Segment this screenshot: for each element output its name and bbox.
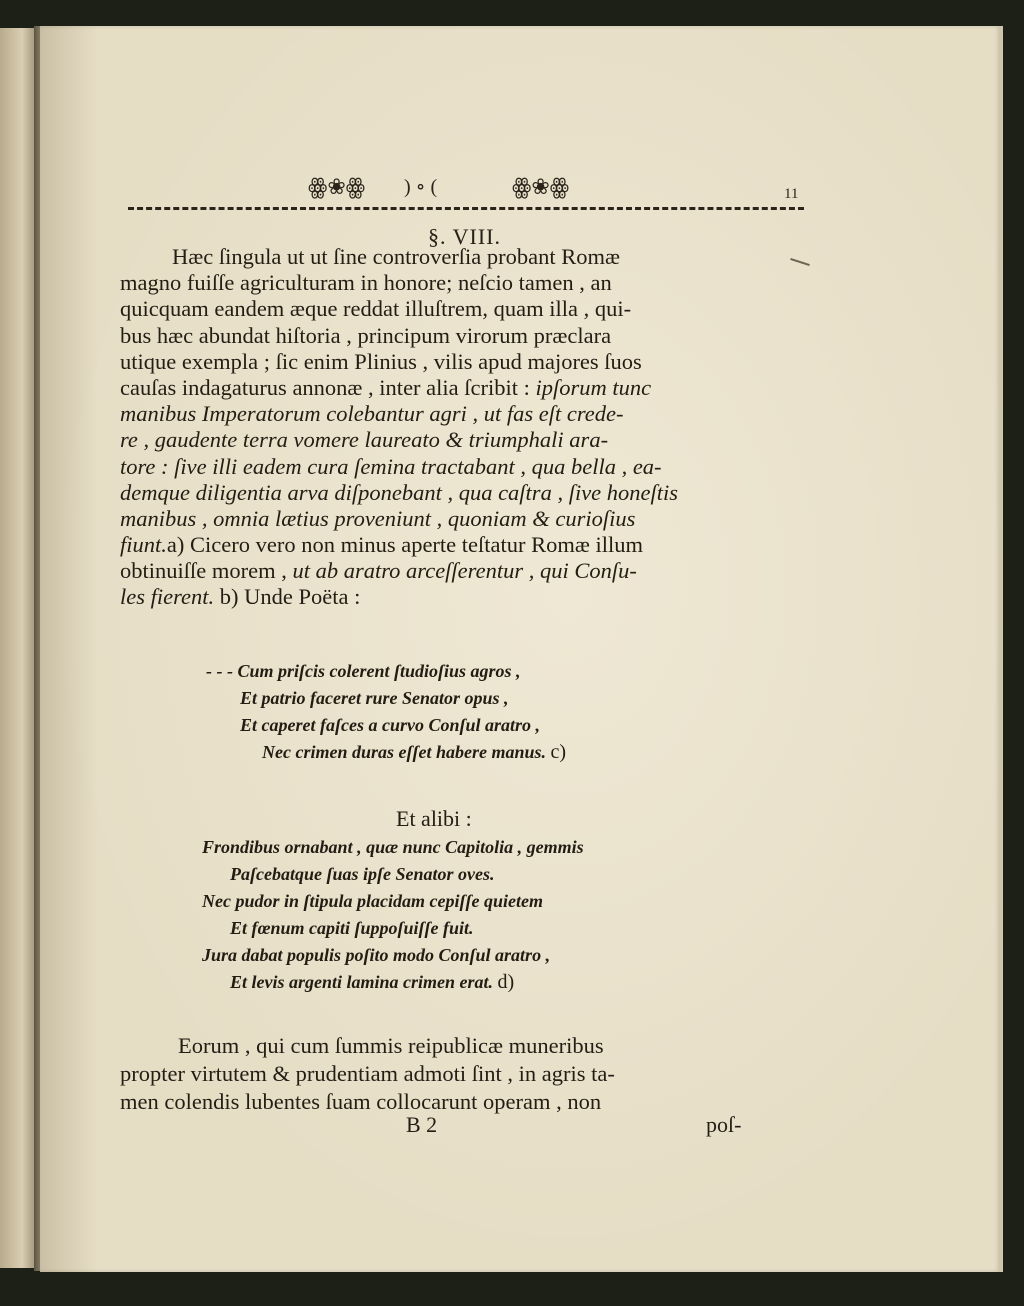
cicero-quote-end: les fierent.	[120, 584, 215, 610]
verse-2-line-4: Et fœnum capiti ſuppoſuiſſe fuit.	[230, 918, 474, 938]
verse-1-line-1: - - - Cum priſcis colerent ſtudioſius agros ,	[206, 661, 521, 681]
verse-2-line-5: Jura dabat populis poſito modo Conſul aratro ,	[202, 945, 551, 965]
pliny-quote-line-1: manibus Imperatorum colebantur agri , ut fas eſt crede-	[120, 401, 624, 427]
footnote-ref-c: c)	[550, 741, 567, 763]
paragraph-2	[120, 1032, 810, 1116]
verse-1-line-4	[206, 739, 566, 766]
verse-1-line-4-text: Nec crimen duras eſſet habere manus.	[262, 742, 546, 762]
book-page	[40, 26, 1003, 1272]
paragraph-1	[120, 244, 810, 611]
verse-2-line-6-text: Et levis argenti lamina crimen erat.	[230, 972, 494, 992]
paragraph-1-line-13	[120, 558, 810, 584]
header-ornament-right: ꙮ❀ꙮ	[512, 174, 570, 199]
paragraph-2-line-3: men colendis lubentes ſuam collocarunt operam , non	[120, 1089, 602, 1114]
paragraph-2-line-1: Eorum , qui cum ſummis reipublicæ muneribus	[178, 1033, 604, 1058]
verse-block-2	[202, 834, 584, 996]
pliny-quote-start: ipſorum tunc	[535, 374, 652, 400]
header-rule	[128, 207, 804, 210]
paragraph-1-line-4: bus hæc abundat hiſtoria , principum virorum præclara	[120, 322, 612, 348]
catchword: poſ-	[706, 1112, 742, 1137]
signature-mark: B 2	[406, 1112, 438, 1137]
header-ornament-left: ꙮ❀ꙮ	[308, 174, 366, 199]
pliny-quote-line-4: demque diligentia arva diſponebant , qua caſtra , ſive honeſtis	[120, 479, 679, 505]
et-alibi-heading: Et alibi :	[396, 806, 472, 831]
pliny-quote-line-5: manibus , omnia lætius proveniunt , quoniam & curioſius	[120, 505, 636, 531]
verse-1-line-3: Et caperet faſces a curvo Conſul aratro ,	[240, 715, 540, 735]
obtinuisse-text: obtinuiſſe morem ,	[120, 558, 293, 584]
paragraph-1-line-2: magno fuiſſe agriculturam in honore; neſcio tamen , an	[120, 270, 612, 296]
verse-2-line-1: Frondibus ornabant , quæ nunc Capitolia , gemmis	[202, 837, 584, 857]
paragraph-1-line-3: quicquam eandem æque reddat illuſtrem, quam illa , qui-	[120, 296, 632, 322]
paragraph-1-line-5: utique exempla ; ſic enim Plinius , vilis apud majores ſuos	[120, 348, 642, 374]
header-separator: ) ∘ (	[404, 176, 438, 198]
verse-2-line-3: Nec pudor in ſtipula placidam cepiſſe quietem	[202, 891, 543, 911]
verse-block-1	[206, 658, 566, 766]
pliny-quote-line-2: re , gaudente terra vomere laureato & triumphali ara-	[120, 427, 609, 453]
paragraph-1-line-12	[120, 532, 810, 558]
paragraph-1-line-6-text: cauſas indagaturus annonæ , inter alia ſcribit :	[120, 374, 530, 400]
page-number: 11	[784, 186, 799, 202]
verse-2-line-6	[202, 969, 584, 996]
pliny-quote-end: fiunt.	[120, 532, 167, 558]
pliny-quote-line-3: tore : ſive illi eadem cura ſemina tractabant , qua bella , ea-	[120, 453, 662, 479]
unde-poeta: Unde Poëta :	[238, 584, 361, 610]
cicero-text: Cicero vero non minus aperte teſtatur Romæ illum	[184, 532, 644, 558]
section-heading: §. VIII.	[428, 224, 501, 249]
cicero-quote: ut ab aratro arceſſerentur , qui Conſu-	[292, 558, 637, 584]
verse-2-line-2: Paſcebatque ſuas ipſe Senator oves.	[230, 864, 495, 884]
paragraph-1-line-14	[120, 584, 810, 610]
footnote-ref-b: b)	[214, 584, 239, 610]
verse-1-line-2: Et patrio faceret rure Senator opus ,	[240, 688, 509, 708]
paragraph-1-line-1: Hæc ſingula ut ut ſine controverſia probant Romæ	[172, 244, 621, 269]
paragraph-1-line-6	[120, 375, 810, 401]
footnote-ref-d: d)	[497, 971, 515, 993]
footnote-ref-a: a)	[166, 532, 185, 558]
paragraph-2-line-2: propter virtutem & prudentiam admoti ſint , in agris ta-	[120, 1061, 615, 1086]
